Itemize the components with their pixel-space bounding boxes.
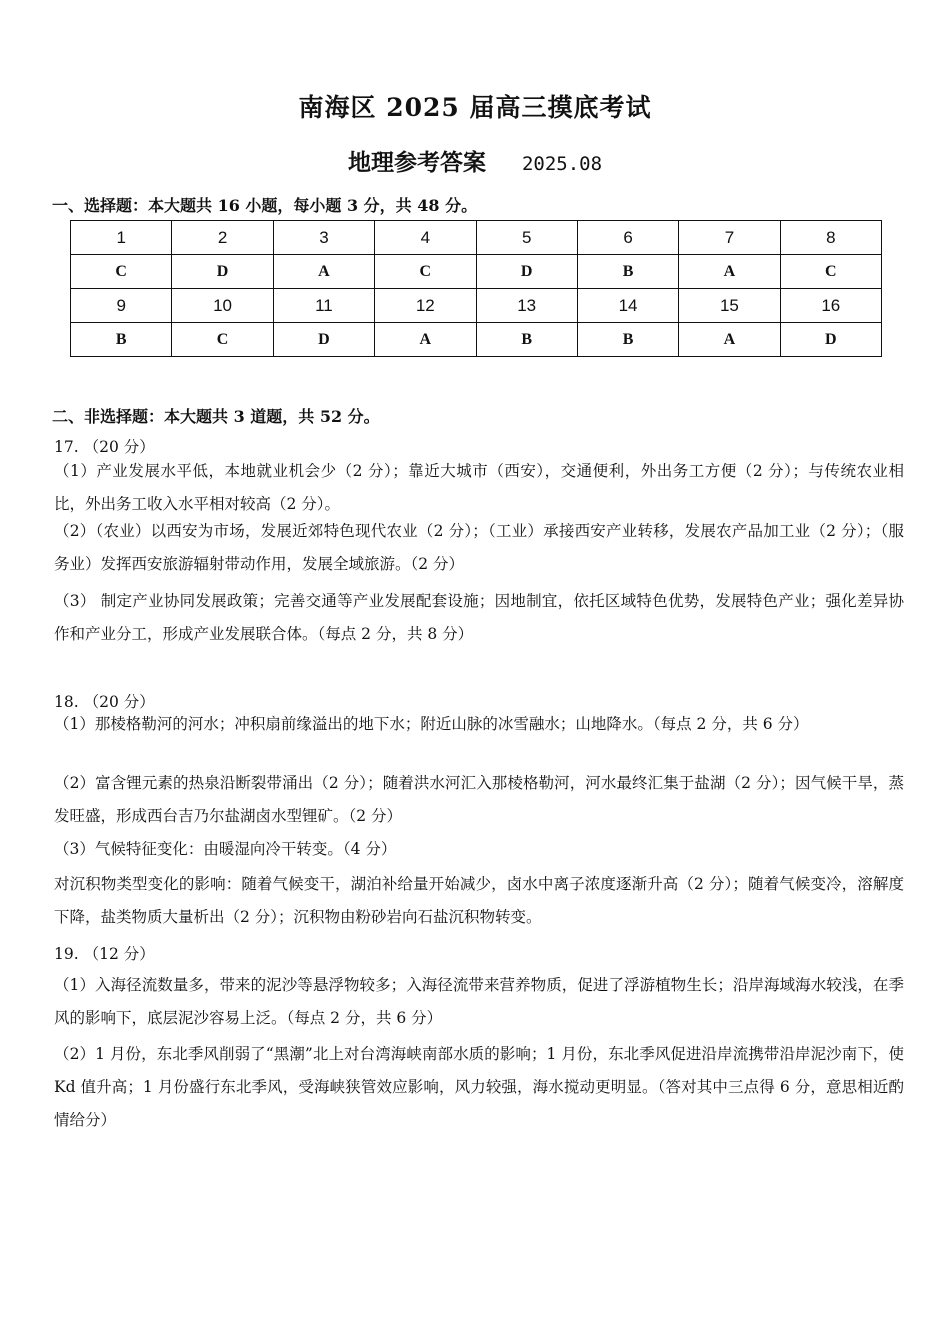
answer-cell: A (375, 323, 476, 357)
section2-heading: 二、非选择题：本大题共 3 道题，共 52 分。 (52, 407, 380, 426)
question-number-cell: 12 (375, 289, 476, 323)
section1-heading: 一、选择题：本大题共 16 小题，每小题 3 分，共 48 分。 (52, 196, 478, 215)
question-number-cell: 5 (476, 221, 577, 255)
question-number-cell: 4 (375, 221, 476, 255)
q17-heading: 17. （20 分） (54, 438, 155, 456)
question-number-cell: 11 (273, 289, 374, 323)
question-number-cell: 9 (71, 289, 172, 323)
q18-part2: （2）富含锂元素的热泉沿断裂带涌出（2 分）；随着洪水河汇入那棱格勒河，河水最终汇集于盐湖（2 分）；因气候干旱，蒸发旺盛，形成西台吉乃尔盐湖卤水型锂矿。（2 分） (54, 774, 904, 825)
answer-row (71, 323, 882, 357)
question-number-row (71, 289, 882, 323)
answer-cell: C (375, 255, 476, 289)
question-number-cell: 13 (476, 289, 577, 323)
answer-cell: B (577, 255, 678, 289)
subtitle-text: 地理参考答案 (347, 149, 486, 176)
answer-cell: D (172, 255, 273, 289)
page-title: 南海区 2025 届高三摸底考试 (298, 93, 652, 122)
question-number-cell: 6 (577, 221, 678, 255)
answer-cell: A (679, 323, 780, 357)
page-subtitle (0, 144, 950, 177)
q19-part2: （2）1 月份，东北季风削弱了“黑潮”北上对台湾海峡南部水质的影响；1 月份，东北季风促进沿岸流携带沿岸泥沙南下，使 Kd 值升高；1 月份盛行东北季风，受海峡狭管效应影响，风力较强，海水搅动更明显。（答对其中三点得 6 分，意思相近酌情给分） (54, 1045, 904, 1129)
answer-cell: C (780, 255, 881, 289)
answer-cell: D (476, 255, 577, 289)
answer-cell: A (679, 255, 780, 289)
answer-cell: D (780, 323, 881, 357)
question-number-cell: 1 (71, 221, 172, 255)
question-number-cell: 2 (172, 221, 273, 255)
question-number-cell: 15 (679, 289, 780, 323)
exam-date: 2025.08 (521, 153, 603, 175)
question-number-cell: 7 (679, 221, 780, 255)
q19-heading: 19. （12 分） (54, 945, 155, 963)
question-number-cell: 3 (273, 221, 374, 255)
q17-part3: （3） 制定产业协同发展政策；完善交通等产业发展配套设施；因地制宜，依托区域特色优势，发展特色产业；强化差异协作和产业分工，形成产业发展联合体。（每点 2 分，共 8 分） (54, 592, 904, 643)
q18-part1: （1）那棱格勒河的河水；冲积扇前缘溢出的地下水；附近山脉的冰雪融水；山地降水。（每点 2 分，共 6 分） (54, 715, 809, 733)
answer-cell: C (71, 255, 172, 289)
question-number-row (71, 221, 882, 255)
question-number-cell: 8 (780, 221, 881, 255)
answer-cell: B (577, 323, 678, 357)
answer-cell: B (476, 323, 577, 357)
answer-cell: B (71, 323, 172, 357)
question-number-cell: 14 (577, 289, 678, 323)
q17-part1: （1）产业发展水平低，本地就业机会少（2 分）；靠近大城市（西安），交通便利，外出务工方便（2 分）；与传统农业相比，外出务工收入水平相对较高（2 分）。 (54, 462, 904, 513)
answer-cell: D (273, 323, 374, 357)
answer-table (70, 220, 882, 357)
question-number-cell: 16 (780, 289, 881, 323)
q17-part2: （2）（农业）以西安为市场，发展近郊特色现代农业（2 分）；（工业）承接西安产业转移，发展农产品加工业（2 分）；（服务业）发挥西安旅游辐射带动作用，发展全域旅游。（2 分） (54, 522, 904, 573)
answer-row (71, 255, 882, 289)
q19-part1: （1）入海径流数量多，带来的泥沙等悬浮物较多；入海径流带来营养物质，促进了浮游植物生长；沿岸海域海水较浅，在季风的影响下，底层泥沙容易上泛。（每点 2 分，共 6 分） (54, 976, 904, 1027)
answer-cell: A (273, 255, 374, 289)
answer-cell: C (172, 323, 273, 357)
q18-heading: 18. （20 分） (54, 693, 155, 711)
q18-part4: 对沉积物类型变化的影响：随着气候变干，湖泊补给量开始减少，卤水中离子浓度逐渐升高（2 分）；随着气候变冷，溶解度下降，盐类物质大量析出（2 分）；沉积物由粉砂岩向石盐沉积物转变。 (54, 875, 904, 926)
question-number-cell: 10 (172, 289, 273, 323)
q18-part3: （3）气候特征变化：由暖湿向冷干转变。（4 分） (54, 840, 397, 858)
